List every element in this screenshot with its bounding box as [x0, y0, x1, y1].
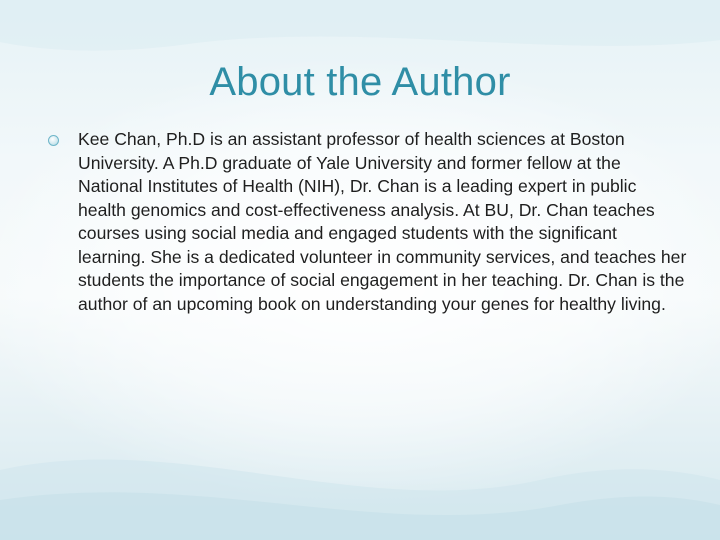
- author-bio-text: Kee Chan, Ph.D is an assistant professor of health sciences at Boston University. A Ph.D graduate of Yale University and former fellow at the National Institutes of Health (NIH), Dr. Chan is a leading expert in public health genomics and cost-effectiveness analysis. At BU, Dr. Chan teaches courses using social media and engaged students with the significant learning. She is a dedicated volunteer in community services, and teaches her students the importance of social engagement in her teaching. Dr. Chan is the author of an upcoming book on understanding your genes for healthy living.: [78, 129, 687, 314]
- bullet-item: [48, 128, 688, 316]
- slide-title: About the Author: [209, 60, 511, 104]
- bullet-circle-icon: [48, 135, 59, 146]
